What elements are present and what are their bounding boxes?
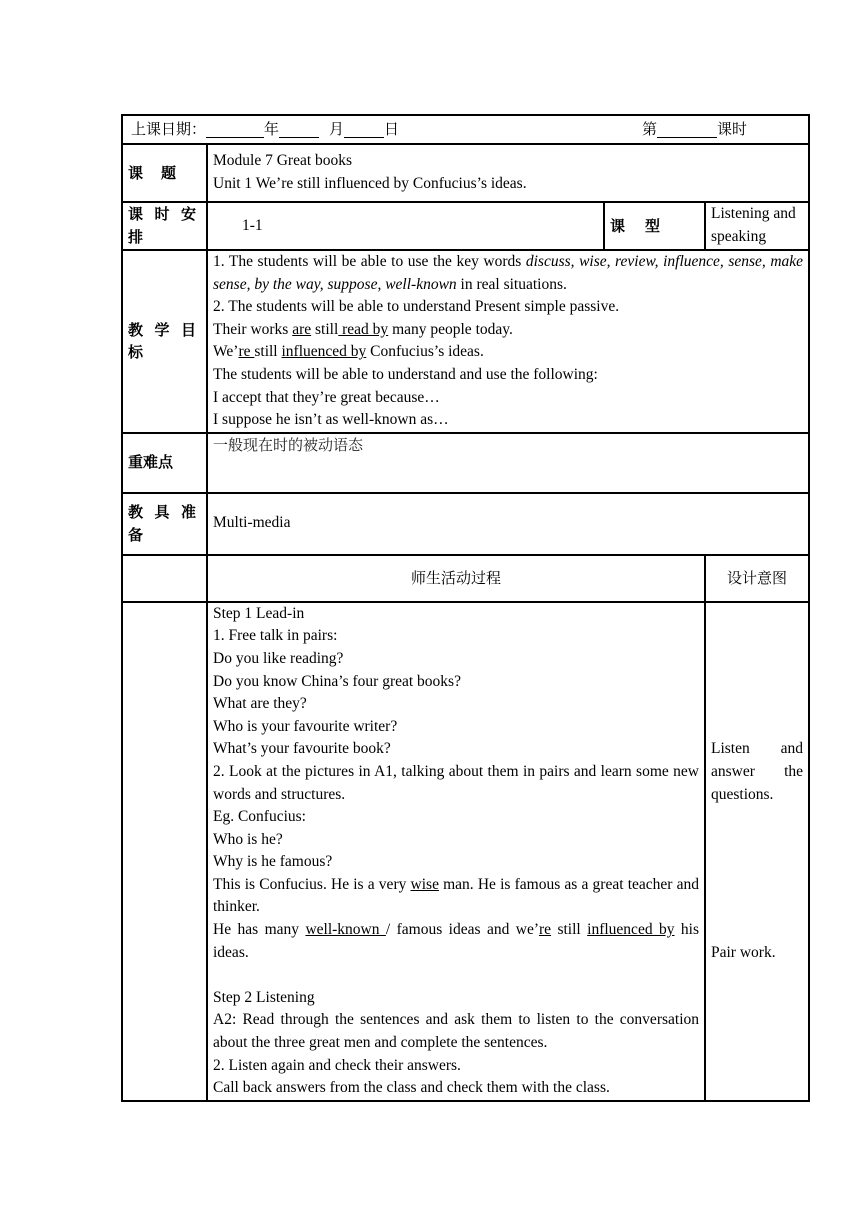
example-2: We’re still influenced by Confucius’s ideas. [213, 343, 484, 361]
question-4: Who is your favourite writer? [213, 717, 398, 735]
intent-header: 设计意图 [705, 555, 809, 602]
year-label: 年 [264, 120, 280, 139]
process-cell [207, 602, 705, 1101]
date-label: 上课日期： [131, 120, 207, 139]
period-suffix: 课时 [717, 120, 748, 139]
question-5: What’s your favourite book? [213, 740, 391, 758]
process-body-row [122, 602, 809, 1101]
intent-2: Pair work. [711, 943, 776, 961]
topic-label-cell: 课 题 [122, 144, 207, 202]
example-1: Their works are still read by many people today. [213, 320, 513, 338]
month-label: 月 [329, 120, 345, 139]
question-6: Who is he? [213, 830, 283, 848]
question-3: What are they? [213, 695, 307, 713]
objective-4: I accept that they’re great because… [213, 388, 440, 406]
objective-1: 1. The students will be able to use the key words discuss, wise, review, influence, sense, make sense, by the way, suppose, well-known in real situations. [213, 253, 804, 293]
month-blank [279, 121, 319, 138]
topic-row [122, 144, 809, 202]
question-1: Do you like reading? [213, 649, 344, 667]
key-points-label: 重难点 [122, 433, 207, 493]
objectives-cell [207, 250, 809, 433]
materials-label-cell: 教 具 准 备 [122, 493, 207, 555]
activity-header: 师生活动过程 [207, 555, 705, 602]
example-label: Eg. Confucius: [213, 808, 306, 826]
answer-2: He has many well-known / famous ideas and we’re still influenced by his ideas. [213, 921, 700, 961]
materials-value: Multi-media [207, 493, 809, 555]
step1-item1: 1. Free talk in pairs: [213, 627, 338, 645]
day-label: 日 [384, 120, 400, 139]
topic-value-cell [207, 144, 809, 202]
objective-5: I suppose he isn’t as well-known as… [213, 411, 449, 429]
step2-title: Step 2 Listening [213, 988, 315, 1006]
step2-item1: A2: Read through the sentences and ask them to listen to the conversation about the three great men and complete the sentences. [213, 1011, 699, 1052]
key-points-row [122, 433, 809, 493]
key-points-value: 一般现在时的被动语态 [207, 433, 809, 493]
day-blank [344, 121, 384, 138]
type-value: Listening and speaking [705, 202, 809, 250]
type-label-cell: 课 型 [604, 202, 705, 250]
schedule-value: 1-1 [207, 202, 604, 250]
step1-title: Step 1 Lead-in [213, 604, 305, 622]
materials-row [122, 493, 809, 555]
step2-item2: 2. Listen again and check their answers. [213, 1056, 461, 1074]
answer-1: This is Confucius. He is a very wise man. He is famous as a great teacher and thinker. [213, 875, 699, 916]
objectives-label-cell: 教 学 目 标 [122, 250, 207, 433]
module-title: Module 7 Great books [213, 152, 353, 170]
period-blank [657, 121, 717, 138]
intent-cell [705, 602, 809, 1101]
schedule-row [122, 202, 809, 250]
question-2: Do you know China’s four great books? [213, 672, 461, 690]
question-7: Why is he famous? [213, 853, 333, 871]
process-header-row [122, 555, 809, 602]
objective-3: The students will be able to understand and use the following: [213, 365, 598, 383]
intent-1: Listen and answer the questions. [711, 740, 804, 803]
step1-item2: 2. Look at the pictures in A1, talking about them in pairs and learn some new words and structures. [213, 762, 699, 803]
lesson-plan-table [121, 114, 808, 1099]
schedule-label-cell: 课 时 安 排 [122, 202, 207, 250]
process-empty-cell [122, 602, 207, 1101]
process-header-empty [122, 555, 207, 602]
header-row [122, 115, 809, 144]
unit-title: Unit 1 We’re still influenced by Confucius’s ideas. [213, 175, 527, 192]
step2-item3: Call back answers from the class and check them with the class. [213, 1079, 610, 1097]
objective-2: 2. The students will be able to understand Present simple passive. [213, 298, 620, 316]
year-blank [206, 121, 264, 138]
period-prefix: 第 [642, 120, 658, 139]
objectives-row [122, 250, 809, 433]
